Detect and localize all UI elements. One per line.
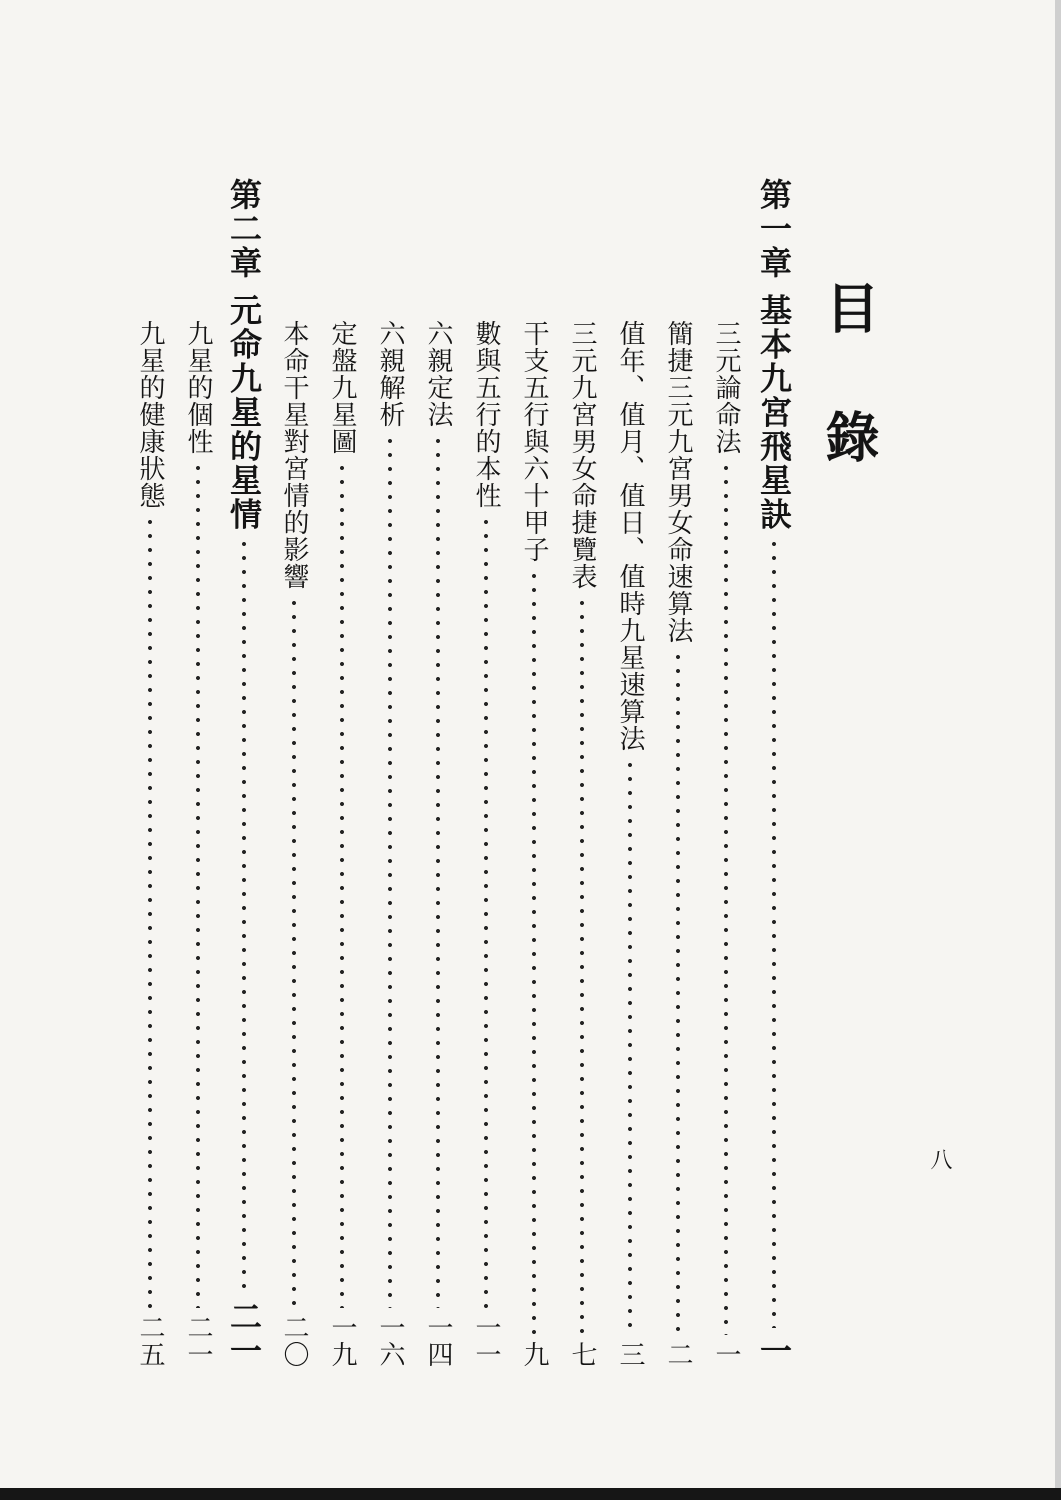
- toc-entry[interactable]: [128, 320, 172, 1368]
- toc-entry-label: 九星的個性: [183, 320, 213, 455]
- toc-entry-page: 二一: [183, 1314, 213, 1368]
- toc-leader-dots: [656, 650, 700, 1335]
- toc-chapter-1[interactable]: [752, 178, 796, 1368]
- toc-entry-page: 二一: [225, 1300, 263, 1368]
- toc-entry-page: 一六: [375, 1314, 405, 1368]
- scan-edge-right: [1055, 0, 1061, 1500]
- page-number: 八: [927, 1148, 952, 1170]
- toc-entry-label: 定盤九星圖: [327, 320, 357, 455]
- toc-leader-dots: [608, 758, 652, 1335]
- toc-entry[interactable]: [416, 320, 460, 1368]
- toc-leader-dots: [560, 596, 604, 1335]
- toc-entry-label: 第二章 元命九星的星情: [225, 178, 263, 532]
- toc-leader-dots: [752, 537, 796, 1328]
- toc-entry-page: 一: [711, 1341, 741, 1368]
- toc-entry-label: 第一章 基本九宮飛星訣: [755, 178, 793, 532]
- toc-entry[interactable]: [608, 320, 652, 1368]
- toc-entry[interactable]: [656, 320, 700, 1368]
- toc-entry-page: 一一: [471, 1314, 501, 1368]
- toc-leader-dots: [704, 461, 748, 1335]
- page-title: 目 錄: [817, 280, 880, 491]
- toc-entry-label: 六親定法: [423, 320, 453, 428]
- toc-leader-dots: [512, 569, 556, 1335]
- toc-entry-page: 七: [567, 1341, 597, 1368]
- toc-entry[interactable]: [704, 320, 748, 1368]
- toc-entry-label: 九星的健康狀態: [135, 320, 165, 509]
- toc-leader-dots: [320, 461, 364, 1308]
- toc-entry-label: 干支五行與六十甲子: [519, 320, 549, 563]
- toc-entry-label: 簡捷三元九宮男女命速算法: [663, 320, 693, 644]
- toc-entry-label: 六親解析: [375, 320, 405, 428]
- toc-leader-dots: [128, 515, 172, 1308]
- toc-entry[interactable]: [176, 320, 220, 1368]
- toc-entry-page: 一四: [423, 1314, 453, 1368]
- toc-entry-label: 本命干星對宮情的影響: [279, 320, 309, 590]
- scan-edge-bottom: [0, 1488, 1061, 1500]
- toc-entry[interactable]: [320, 320, 364, 1368]
- toc-leader-dots: [464, 515, 508, 1308]
- toc-entry-label: 三元論命法: [711, 320, 741, 455]
- toc-entry[interactable]: [512, 320, 556, 1368]
- toc-entry[interactable]: [272, 320, 316, 1368]
- toc-leader-dots: [272, 596, 316, 1308]
- toc-entry-page: 三: [615, 1341, 645, 1368]
- toc-leader-dots: [176, 461, 220, 1308]
- toc-leader-dots: [222, 537, 266, 1294]
- toc-entry[interactable]: [560, 320, 604, 1368]
- toc-entry[interactable]: [464, 320, 508, 1368]
- toc-entry-page: 一九: [327, 1314, 357, 1368]
- toc-chapter-2[interactable]: [222, 178, 266, 1368]
- toc-entry-page: 九: [519, 1341, 549, 1368]
- toc-entry-page: 二〇: [279, 1314, 309, 1368]
- toc-entry[interactable]: [368, 320, 412, 1368]
- toc-entry-page: 二五: [135, 1314, 165, 1368]
- toc-entry-label: 數與五行的本性: [471, 320, 501, 509]
- toc-leader-dots: [368, 434, 412, 1308]
- toc-entry-page: 一: [755, 1334, 793, 1368]
- toc-entry-label: 三元九宮男女命捷覽表: [567, 320, 597, 590]
- toc-entry-label: 值年、值月、值日、值時九星速算法: [615, 320, 645, 752]
- toc-leader-dots: [416, 434, 460, 1308]
- toc-entry-page: 二: [663, 1341, 693, 1368]
